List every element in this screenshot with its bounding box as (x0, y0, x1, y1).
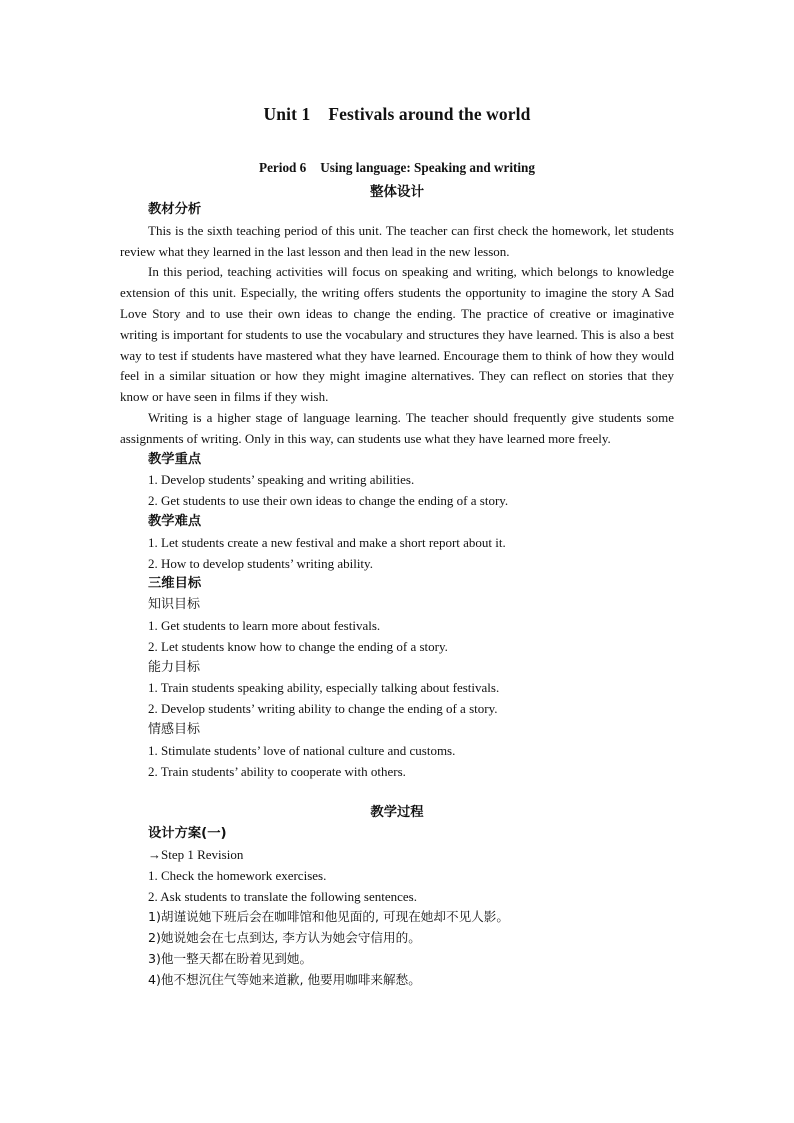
ability-objective-label: 能力目标 (148, 659, 201, 675)
objectives-heading: 三维目标 (148, 576, 202, 592)
analysis-paragraph: In this period, teaching activities will focus on speaking and writing, which belongs to knowledge extension of this unit. Especially, the writing offers students the opportunity to imagine the story A Sad Love Story and to use their own ideas to change the ending. The practice of creative or imaginative writing is important for students to use the vocabulary and structures they have learned. This is also a best way to test if students have mastered what they have learned. Encourage them to think of how they would feel in a similar situation or how they might imagine alternatives. They can reflect on stories that they know or have seen in films if they wish. (120, 264, 674, 405)
analysis-paragraph: This is the sixth teaching period of this unit. The teacher can first check the homework, let students review what they learned in the last lesson and then lead in the new lesson. (120, 222, 674, 259)
knowledge-objective-item: 2. Let students know how to change the ending of a story. (148, 638, 448, 654)
translation-sentence: 1)胡谨说她下班后会在咖啡馆和他见面的, 可现在她却不见人影。 (148, 909, 509, 925)
period-subtitle (0, 160, 794, 176)
unit-name: Festivals around the world (328, 104, 531, 124)
analysis-paragraph: Writing is a higher stage of language learning. The teacher should frequently give students some assignments of writing. Only in this way, can students use what they have learned more freely. (120, 409, 674, 446)
overall-design-heading: 整体设计 (370, 184, 424, 199)
document-body (120, 200, 674, 990)
knowledge-objective-label: 知识目标 (148, 597, 201, 613)
period-topic: Using language: Speaking and writing (320, 160, 535, 175)
key-point-item: 2. Get students to use their own ideas to change the ending of a story. (148, 493, 509, 509)
teaching-process-heading: 教学过程 (370, 805, 424, 821)
step-heading: →Step 1 Revision (148, 846, 244, 862)
translation-sentence: 3)他一整天都在盼着见到她。 (148, 950, 313, 966)
difficult-point-item: 2. How to develop students’ writing ability. (148, 555, 373, 571)
plan-heading: 设计方案(一) (148, 826, 227, 842)
unit-title (0, 104, 794, 125)
difficult-points-heading: 教学难点 (148, 513, 202, 529)
emotion-objective-item: 1. Stimulate students’ love of national culture and customs. (148, 742, 456, 758)
knowledge-objective-item: 1. Get students to learn more about festivals. (148, 617, 381, 633)
key-points-heading: 教学重点 (148, 451, 202, 467)
ability-objective-item: 1. Train students speaking ability, especially talking about festivals. (148, 680, 500, 696)
emotion-objective-label: 情感目标 (148, 721, 201, 737)
translation-sentence: 4)他不想沉住气等她来道歉, 他要用咖啡来解愁。 (148, 971, 421, 987)
process-item: 1. Check the homework exercises. (148, 867, 327, 883)
material-analysis-heading: 教材分析 (148, 202, 202, 217)
difficult-point-item: 1. Let students create a new festival and make a short report about it. (148, 534, 506, 550)
process-item: 2. Ask students to translate the following sentences. (148, 888, 417, 904)
key-point-item: 1. Develop students’ speaking and writing abilities. (148, 472, 415, 488)
unit-number: Unit 1 (263, 104, 311, 124)
translation-sentence: 2)她说她会在七点到达, 李方认为她会守信用的。 (148, 930, 421, 946)
period-number: Period 6 (259, 160, 307, 175)
emotion-objective-item: 2. Train students’ ability to cooperate with others. (148, 763, 406, 779)
ability-objective-item: 2. Develop students’ writing ability to change the ending of a story. (148, 701, 498, 717)
section-spacer (120, 782, 674, 803)
